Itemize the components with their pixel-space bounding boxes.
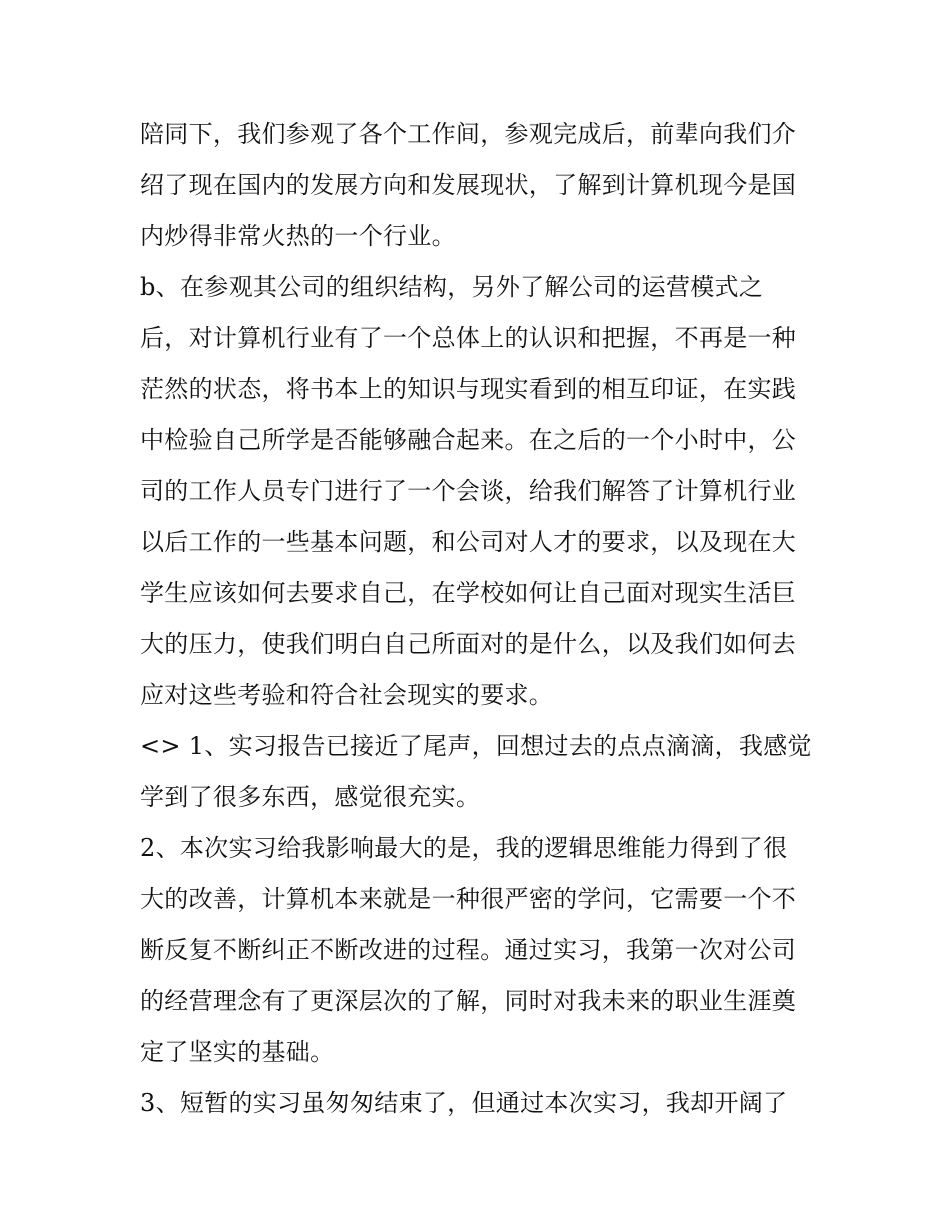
- text-line: 大的压力，使我们明白自己所面对的是什么，以及我们如何去: [140, 630, 797, 658]
- text-line: 2、本次实习给我影响最大的是，我的逻辑思维能力得到了很: [140, 834, 788, 862]
- text-line: b、在参观其公司的组织结构，另外了解公司的运营模式之: [140, 273, 764, 301]
- text-line: 定了坚实的基础。: [140, 1038, 335, 1066]
- text-line: 司的工作人员专门进行了一个会谈，给我们解答了计算机行业: [140, 477, 797, 505]
- text-line: <> 1、实习报告已接近了尾声，回想过去的点点滴滴，我感觉: [140, 732, 812, 760]
- text-line: 茫然的状态，将书本上的知识与现实看到的相互印证，在实践: [140, 375, 797, 403]
- text-line: 中检验自己所学是否能够融合起来。在之后的一个小时中，公: [140, 426, 797, 454]
- text-line: 以后工作的一些基本问题，和公司对人才的要求，以及现在大: [140, 528, 797, 556]
- text-line: 3、短暂的实习虽匆匆结束了，但通过本次实习，我却开阔了: [140, 1089, 788, 1117]
- text-line: 绍了现在国内的发展方向和发展现状，了解到计算机现今是国: [140, 171, 797, 199]
- text-line: 后，对计算机行业有了一个总体上的认识和把握，不再是一种: [140, 324, 797, 352]
- text-line: 断反复不断纠正不断改进的过程。通过实习，我第一次对公司: [140, 936, 797, 964]
- text-line: 陪同下，我们参观了各个工作间，参观完成后，前辈向我们介: [140, 120, 797, 148]
- text-line: 内炒得非常火热的一个行业。: [140, 222, 456, 250]
- text-line: 学生应该如何去要求自己，在学校如何让自己面对现实生活巨: [140, 579, 797, 607]
- text-line: 学到了很多东西，感觉很充实。: [140, 783, 481, 811]
- text-line: 的经营理念有了更深层次的了解，同时对我未来的职业生涯奠: [140, 987, 797, 1015]
- text-line: 大的改善，计算机本来就是一种很严密的学问，它需要一个不: [140, 885, 797, 913]
- text-line: 应对这些考验和符合社会现实的要求。: [140, 681, 554, 709]
